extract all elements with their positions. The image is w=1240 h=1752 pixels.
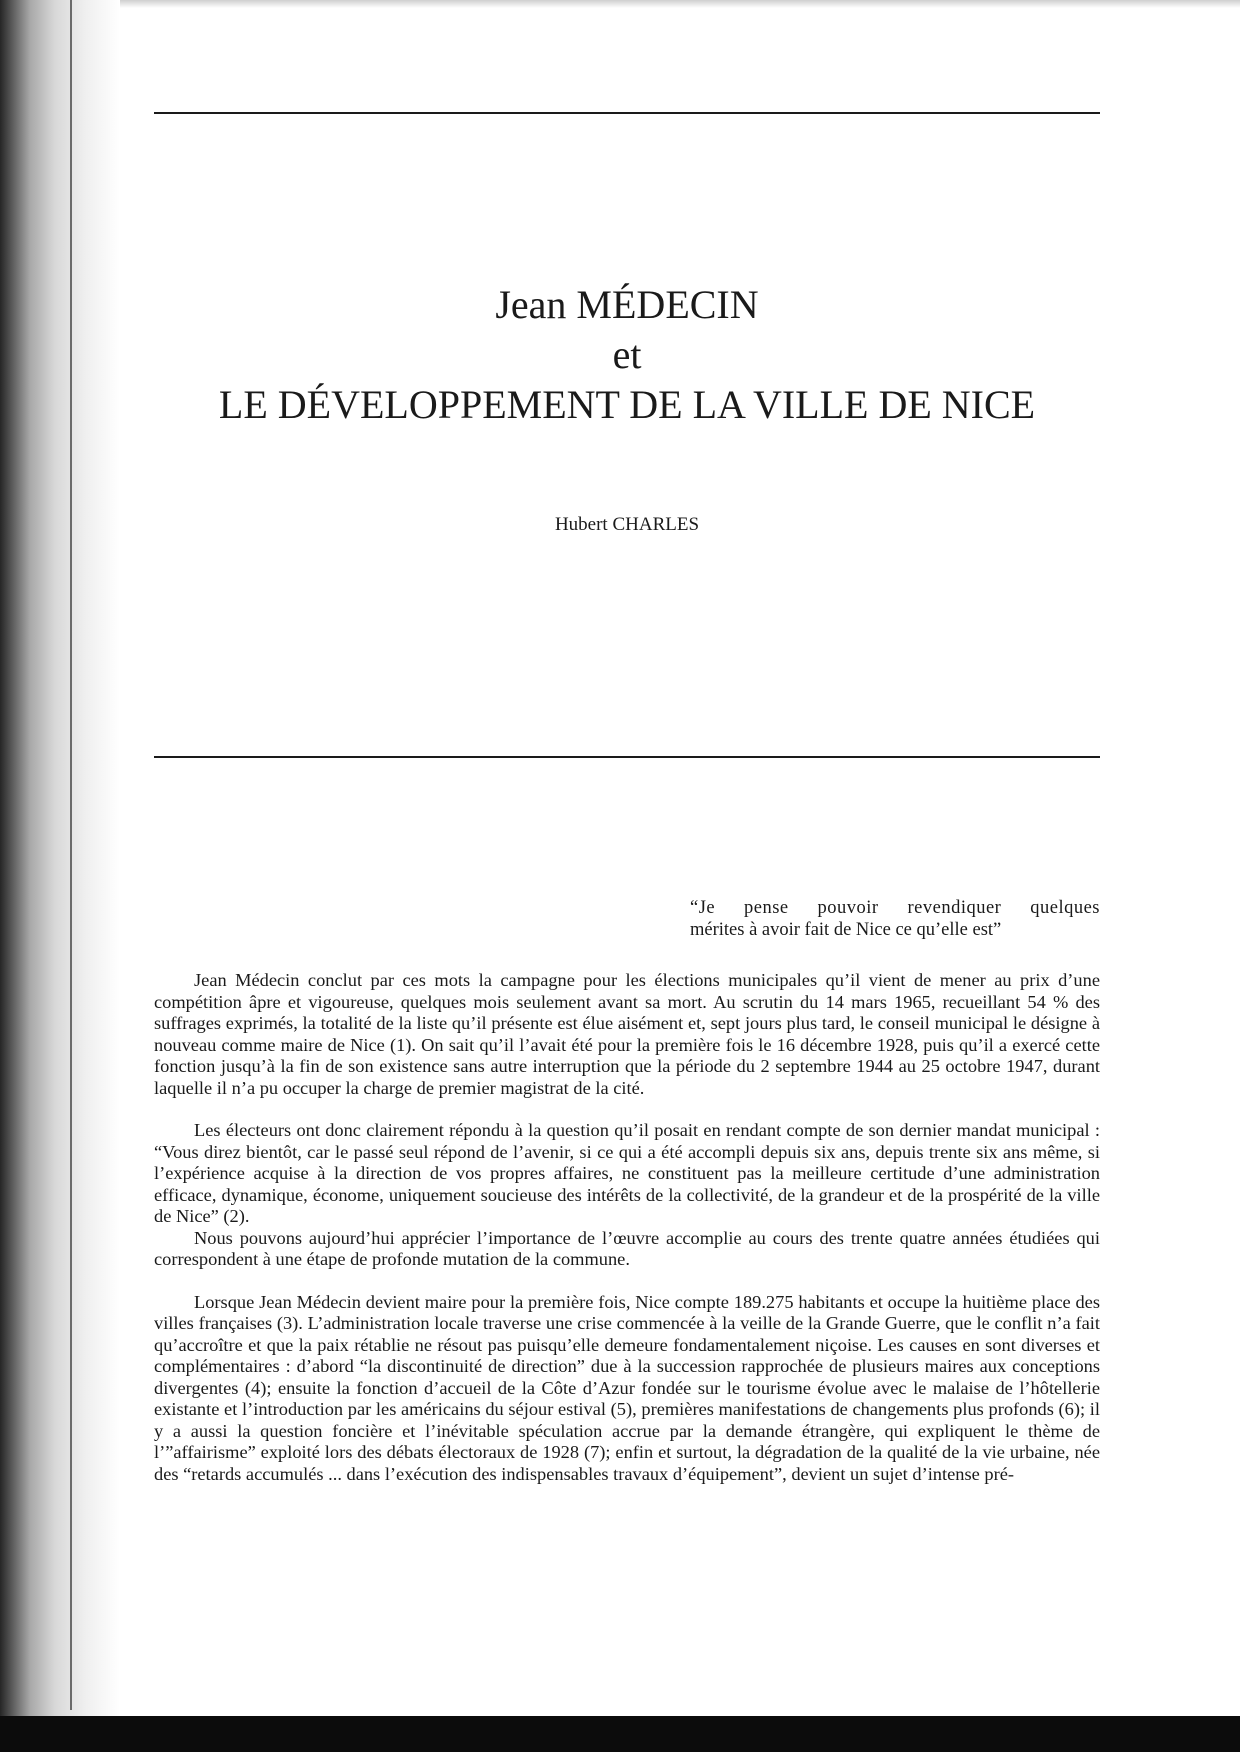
epigraph-line-2: mérites à avoir fait de Nice ce qu’elle est” <box>690 920 1002 940</box>
author-name: Hubert CHARLES <box>554 514 700 535</box>
top-rule <box>154 112 1100 114</box>
article-body <box>154 970 1100 1485</box>
article-title <box>140 280 1114 430</box>
epigraph-line-1: “Je pense pouvoir revendiquer quelques <box>690 898 1100 918</box>
paragraph-3: Nous pouvons aujourd’hui apprécier l’importance de l’œuvre accomplie au cours des trente quatre années étudiées qui correspondent à une étape de profonde mutation de la commune. <box>154 1227 1100 1269</box>
paragraph-2: Les électeurs ont donc clairement répondu à la question qu’il posait en rendant compte de son dernier mandat municipal : “Vous direz bientôt, car le passé seul répond de l’avenir, si ce qui a été accompli depuis six ans, depuis trente six ans même, si l’expérience acquise à la direction de vos propres affaires, ne constituent pas la meilleure certitude d’une administration efficace, dynamique, économe, uniquement soucieuse des intérêts de la collectivité, de la grandeur et de la prospérité de la ville de Nice” (2). <box>154 1120 1100 1226</box>
paragraph-4: Lorsque Jean Médecin devient maire pour la première fois, Nice compte 189.275 habitants et occupe la huitième place des villes françaises (3). L’administration locale traverse une crise commencée à la veille de la Grande Guerre, que le conflit n’a fait qu’accroître et que la paix rétablie ne résout pas puisqu’elle demeure fondamentalement niçoise. Les causes en sont diverses et complémentaires : d’abord “la discontinuité de direction” due à la succession rapprochée de plusieurs maires aux conceptions divergentes (4); ensuite la fonction d’accueil de la Côte d’Azur fondée sur le tourisme évolue avec le malaise de l’hôtellerie existante et l’introduction par les américains du séjour estival (5), premières manifestations de changements plus profonds (6); il y a aussi la question foncière et l’inévitable spéculation accrue par la demande étrangère, qui expliquent le thème de l’”affairisme” exploité lors des débats électoraux de 1928 (7); enfin et surtout, la dégradation de la qualité de la vie urbaine, née des “retards accumulés ... dans l’exécution des indispensables travaux d’équipement”, devient un sujet d’intense pré- <box>154 1291 1100 1484</box>
paragraph-1: Jean Médecin conclut par ces mots la campagne pour les élections municipales qu’il vient de mener au prix d’une compétition âpre et vigoureuse, quelques mois seulement avant sa mort. Au scrutin du 14 mars 1965, recueillant 54 % des suffrages exprimés, la totalité de la liste qu’il présente est élue aisément et, sept jours plus tard, le conseil municipal le désigne à nouveau comme maire de Nice (1). On sait qu’il l’avait été pour la première fois le 16 décembre 1928, puis qu’il a exercé cette fonction jusqu’à la fin de son existence sans autre interruption que la période du 2 septembre 1944 au 25 octobre 1947, durant laquelle il n’a pu occuper la charge de premier magistrat de la cité. <box>154 970 1100 1098</box>
title-line-3: LE DÉVELOPPEMENT DE LA VILLE DE NICE <box>218 382 1036 427</box>
bottom-rule <box>154 756 1100 758</box>
scan-bottom-edge <box>0 1716 1240 1752</box>
epigraph-quote <box>690 897 1100 941</box>
page-top-edge <box>0 0 1240 8</box>
title-line-2: et <box>612 332 642 377</box>
title-line-1: Jean MÉDECIN <box>495 282 759 327</box>
book-gutter-shadow <box>0 0 120 1752</box>
binding-edge <box>70 0 72 1710</box>
